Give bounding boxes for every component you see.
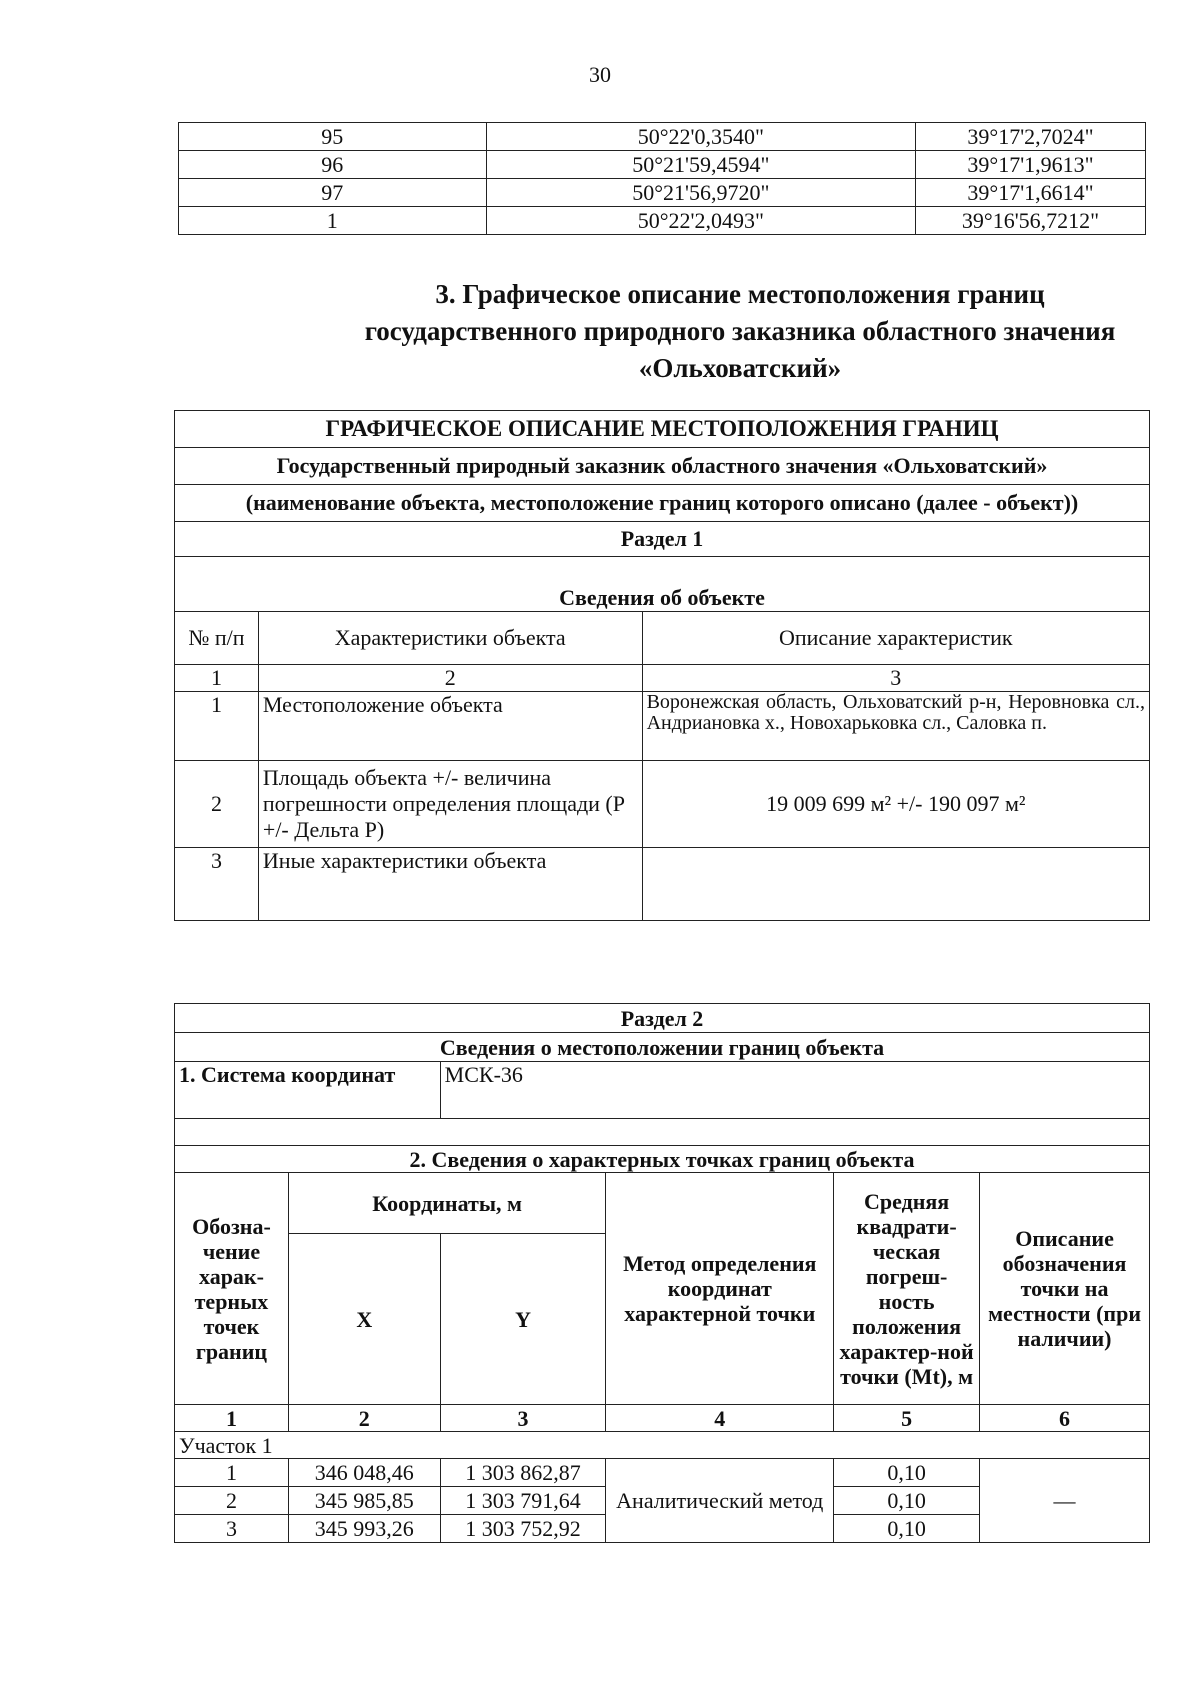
mt-value: 0,10 bbox=[834, 1515, 980, 1543]
column-number: 1 bbox=[175, 1405, 289, 1432]
column-number: 2 bbox=[258, 665, 642, 692]
table-row bbox=[179, 123, 1146, 151]
object-name: Государственный природный заказник областного значения «Ольховатский» bbox=[175, 448, 1150, 485]
table-row bbox=[179, 151, 1146, 179]
coordinate-system-value: МСК-36 bbox=[440, 1062, 1149, 1119]
column-header: Характеристики объекта bbox=[258, 612, 642, 665]
boundary-info-subtitle: Сведения о местоположении границ объекта bbox=[175, 1033, 1150, 1062]
column-number: 5 bbox=[834, 1405, 980, 1432]
y-value: 1 303 791,64 bbox=[440, 1487, 606, 1515]
section-heading bbox=[330, 276, 1150, 387]
graphic-description-title: ГРАФИЧЕСКОЕ ОПИСАНИЕ МЕСТОПОЛОЖЕНИЯ ГРАНИЦ bbox=[175, 411, 1150, 448]
point-number: 1 bbox=[179, 207, 487, 235]
point-number: 3 bbox=[175, 1515, 289, 1543]
table-row bbox=[179, 179, 1146, 207]
description-cell: 19 009 699 м² +/- 190 097 м² bbox=[642, 761, 1149, 848]
column-number: 3 bbox=[642, 665, 1149, 692]
object-caption: (наименование объекта, местоположение границ которого описано (далее - объект)) bbox=[175, 485, 1150, 522]
spacer-row bbox=[175, 1119, 1150, 1146]
longitude-cell: 39°16'56,7212" bbox=[916, 207, 1146, 235]
longitude-cell: 39°17'2,7024" bbox=[916, 123, 1146, 151]
page-number: 30 bbox=[589, 62, 611, 87]
column-number: 1 bbox=[175, 665, 259, 692]
table-row bbox=[179, 207, 1146, 235]
column-number: 2 bbox=[288, 1405, 440, 1432]
object-info-table bbox=[174, 410, 1150, 921]
x-value: 345 993,26 bbox=[288, 1515, 440, 1543]
method-header: Метод определения координат характерной точки bbox=[606, 1173, 834, 1405]
heading-line: государственного природного заказника областного значения bbox=[364, 316, 1116, 346]
latitude-cell: 50°21'56,9720" bbox=[486, 179, 916, 207]
coordinate-system-label: 1. Система координат bbox=[175, 1062, 441, 1119]
row-number: 2 bbox=[175, 761, 259, 848]
column-number: 3 bbox=[440, 1405, 606, 1432]
mt-value: 0,10 bbox=[834, 1487, 980, 1515]
description-cell bbox=[642, 848, 1149, 921]
latitude-cell: 50°22'2,0493" bbox=[486, 207, 916, 235]
heading-line: «Ольховатский» bbox=[638, 353, 842, 383]
latitude-cell: 50°22'0,3540" bbox=[486, 123, 916, 151]
y-value: 1 303 862,87 bbox=[440, 1459, 606, 1487]
column-number: 4 bbox=[606, 1405, 834, 1432]
parcel-label: Участок 1 bbox=[175, 1432, 1150, 1459]
boundary-points-table bbox=[174, 1003, 1150, 1543]
point-number: 2 bbox=[175, 1487, 289, 1515]
coordinates-table bbox=[178, 122, 1146, 235]
point-number: 96 bbox=[179, 151, 487, 179]
column-number: 6 bbox=[980, 1405, 1150, 1432]
table-row bbox=[175, 692, 1150, 761]
column-header: Описание характеристик bbox=[642, 612, 1149, 665]
description-header: Описание обозначения точки на местности (при наличии) bbox=[980, 1173, 1150, 1405]
mt-value: 0,10 bbox=[834, 1459, 980, 1487]
characteristic-cell: Местоположение объекта bbox=[258, 692, 642, 761]
razdel-2: Раздел 2 bbox=[175, 1004, 1150, 1033]
row-number: 1 bbox=[175, 692, 259, 761]
point-description-cell: — bbox=[980, 1459, 1150, 1543]
x-header: X bbox=[288, 1234, 440, 1405]
description-cell: Воронежская область, Ольховатский р-н, Неровновка сл., Андриановка х., Новохарьковка сл., Саловка п. bbox=[642, 692, 1149, 761]
points-title: 2. Сведения о характерных точках границ объекта bbox=[175, 1146, 1150, 1173]
column-header: № п/п bbox=[175, 612, 259, 665]
longitude-cell: 39°17'1,9613" bbox=[916, 151, 1146, 179]
point-number: 97 bbox=[179, 179, 487, 207]
method-cell: Аналитический метод bbox=[606, 1459, 834, 1543]
characteristic-cell: Площадь объекта +/- величина погрешности определения площади (P +/- Дельта P) bbox=[258, 761, 642, 848]
razdel-1: Раздел 1 bbox=[175, 522, 1150, 557]
longitude-cell: 39°17'1,6614" bbox=[916, 179, 1146, 207]
accuracy-header: Средняя квадрати-ческая погреш-ность положения характер-ной точки (Mt), м bbox=[834, 1173, 980, 1405]
characteristic-cell: Иные характеристики объекта bbox=[258, 848, 642, 921]
designation-header: Обозна-чение харак-терных точек границ bbox=[175, 1173, 289, 1405]
x-value: 345 985,85 bbox=[288, 1487, 440, 1515]
object-info-subtitle: Сведения об объекте bbox=[175, 557, 1150, 612]
table-row bbox=[175, 761, 1150, 848]
y-value: 1 303 752,92 bbox=[440, 1515, 606, 1543]
point-number: 1 bbox=[175, 1459, 289, 1487]
table-row bbox=[175, 1459, 1150, 1487]
coordinates-header: Координаты, м bbox=[288, 1173, 605, 1234]
point-number: 95 bbox=[179, 123, 487, 151]
heading-line: 3. Графическое описание местоположения границ bbox=[435, 279, 1045, 309]
y-header: Y bbox=[440, 1234, 606, 1405]
latitude-cell: 50°21'59,4594" bbox=[486, 151, 916, 179]
x-value: 346 048,46 bbox=[288, 1459, 440, 1487]
row-number: 3 bbox=[175, 848, 259, 921]
table-row bbox=[175, 848, 1150, 921]
